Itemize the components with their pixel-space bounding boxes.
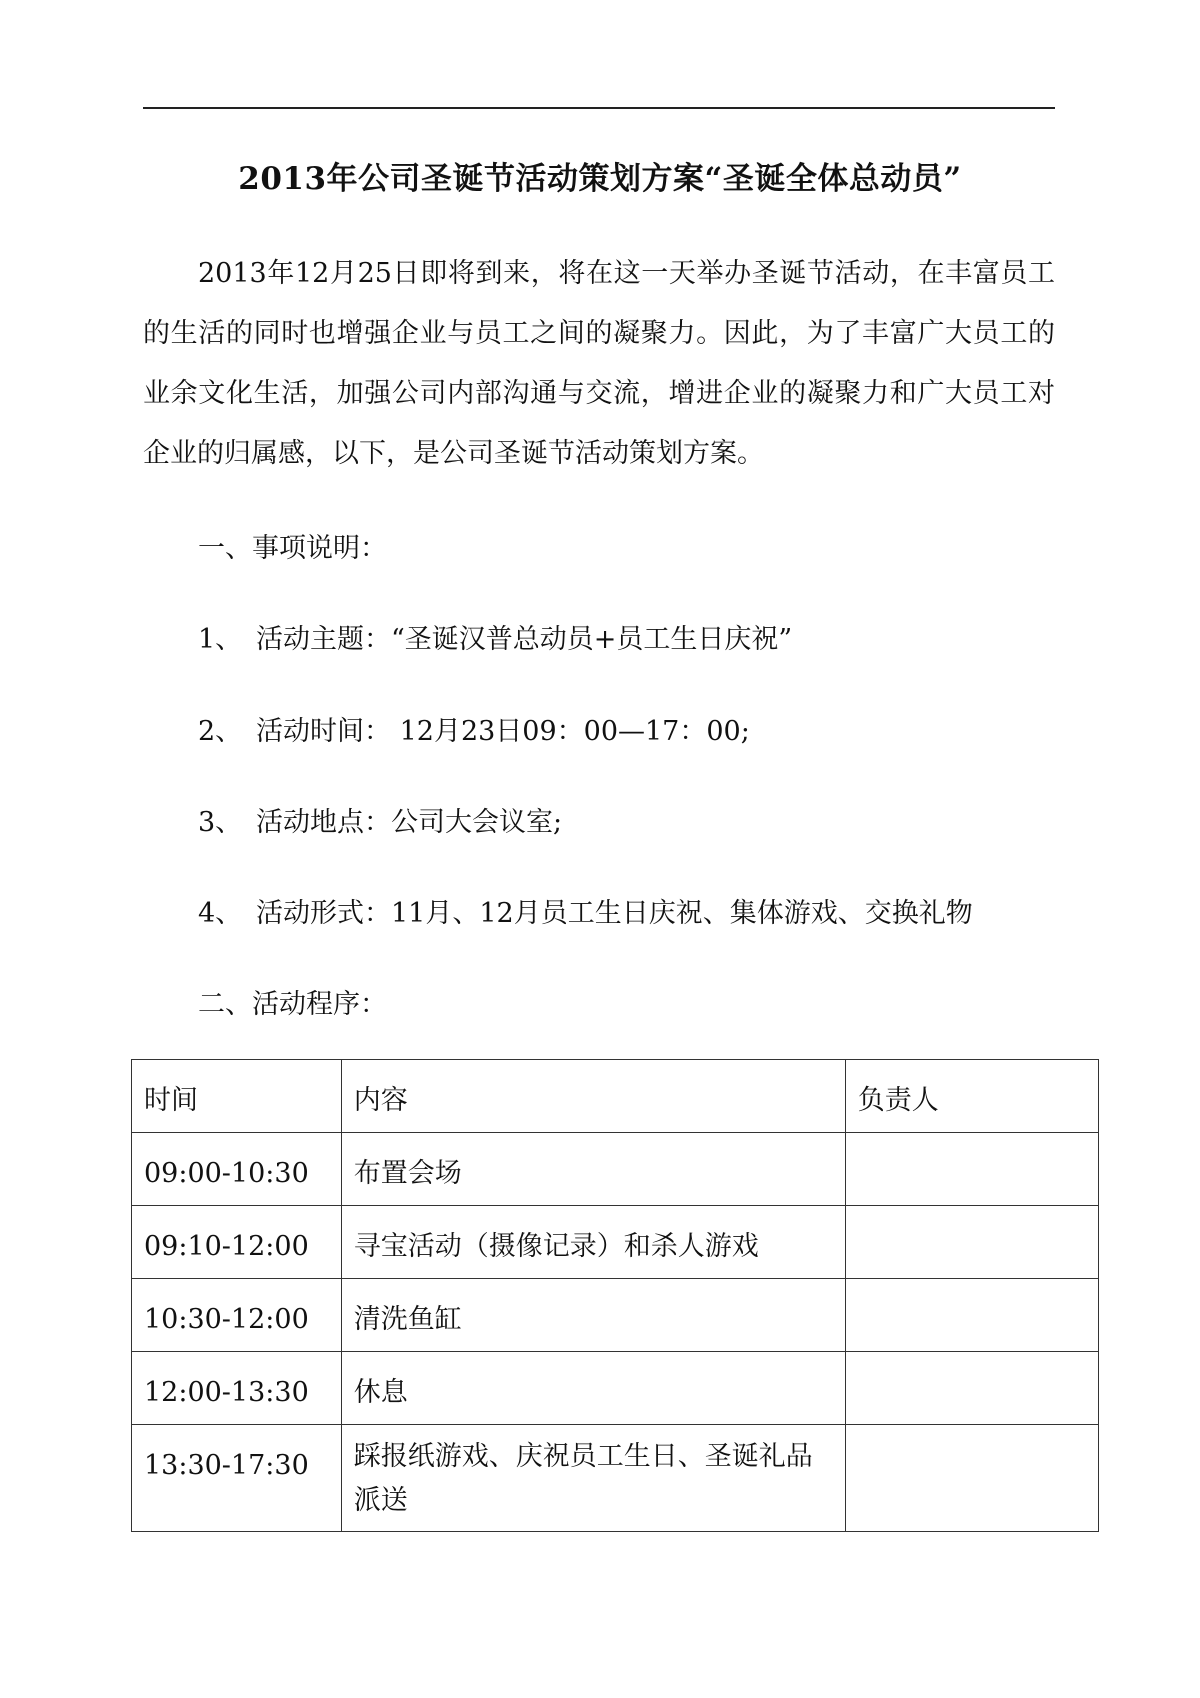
table-row — [132, 1425, 1099, 1532]
list-item — [198, 714, 750, 750]
section-heading-program: 二、活动程序： — [198, 989, 387, 1020]
list-item-number: 3、 — [198, 807, 243, 838]
list-item-number: 2、 — [198, 716, 243, 747]
cell-owner — [845, 1133, 1098, 1206]
table-row — [132, 1206, 1099, 1279]
schedule-table — [131, 1059, 1099, 1532]
cell-owner — [845, 1425, 1098, 1532]
cell-time: 09:00-10:30 — [132, 1133, 342, 1206]
cell-content: 寻宝活动（摄像记录）和杀人游戏 — [341, 1206, 845, 1279]
cell-owner — [845, 1352, 1098, 1425]
list-item-text: 活动主题：“圣诞汉普总动员+员工生日庆祝” — [256, 624, 793, 655]
table-header-row — [132, 1060, 1099, 1133]
header-time: 时间 — [132, 1060, 342, 1133]
cell-content: 休息 — [341, 1352, 845, 1425]
cell-time: 09:10-12:00 — [132, 1206, 342, 1279]
cell-content: 布置会场 — [341, 1133, 845, 1206]
table-row — [132, 1279, 1099, 1352]
cell-time: 13:30-17:30 — [132, 1425, 342, 1532]
cell-owner — [845, 1279, 1098, 1352]
cell-owner — [845, 1206, 1098, 1279]
table-row — [132, 1352, 1099, 1425]
cell-content-text: 踩报纸游戏、庆祝员工生日、圣诞礼品派送 — [353, 1441, 813, 1516]
header-divider — [143, 107, 1055, 109]
list-item-number: 4、 — [198, 898, 243, 929]
cell-time: 12:00-13:30 — [132, 1352, 342, 1425]
cell-content: 清洗鱼缸 — [341, 1279, 845, 1352]
cell-time: 10:30-12:00 — [132, 1279, 342, 1352]
list-item — [198, 805, 562, 841]
list-item-text: 活动地点：公司大会议室; — [256, 807, 563, 838]
list-item-text: 活动时间： 12月23日09：00—17：00; — [256, 716, 750, 747]
document-title: 2013年公司圣诞节活动策划方案“圣诞全体总动员” — [238, 161, 962, 197]
list-item — [198, 896, 973, 932]
section-heading-notes: 一、事项说明： — [198, 533, 387, 564]
intro-paragraph: 2013年12月25日即将到来，将在这一天举办圣诞节活动，在丰富员工的生活的同时也增强企业与员工之间的凝聚力。因此，为了丰富广大员工的业余文化生活，加强公司内部沟通与交流，增进企业的凝聚力和广大员工对企业的归属感，以下，是公司圣诞节活动策划方案。 — [143, 258, 1055, 469]
list-item — [198, 622, 792, 658]
list-item-text: 活动形式：11月、12月员工生日庆祝、集体游戏、交换礼物 — [256, 898, 973, 929]
header-content: 内容 — [341, 1060, 845, 1133]
table-row — [132, 1133, 1099, 1206]
cell-content — [341, 1425, 845, 1532]
list-item-number: 1、 — [198, 624, 243, 655]
header-owner: 负责人 — [845, 1060, 1098, 1133]
